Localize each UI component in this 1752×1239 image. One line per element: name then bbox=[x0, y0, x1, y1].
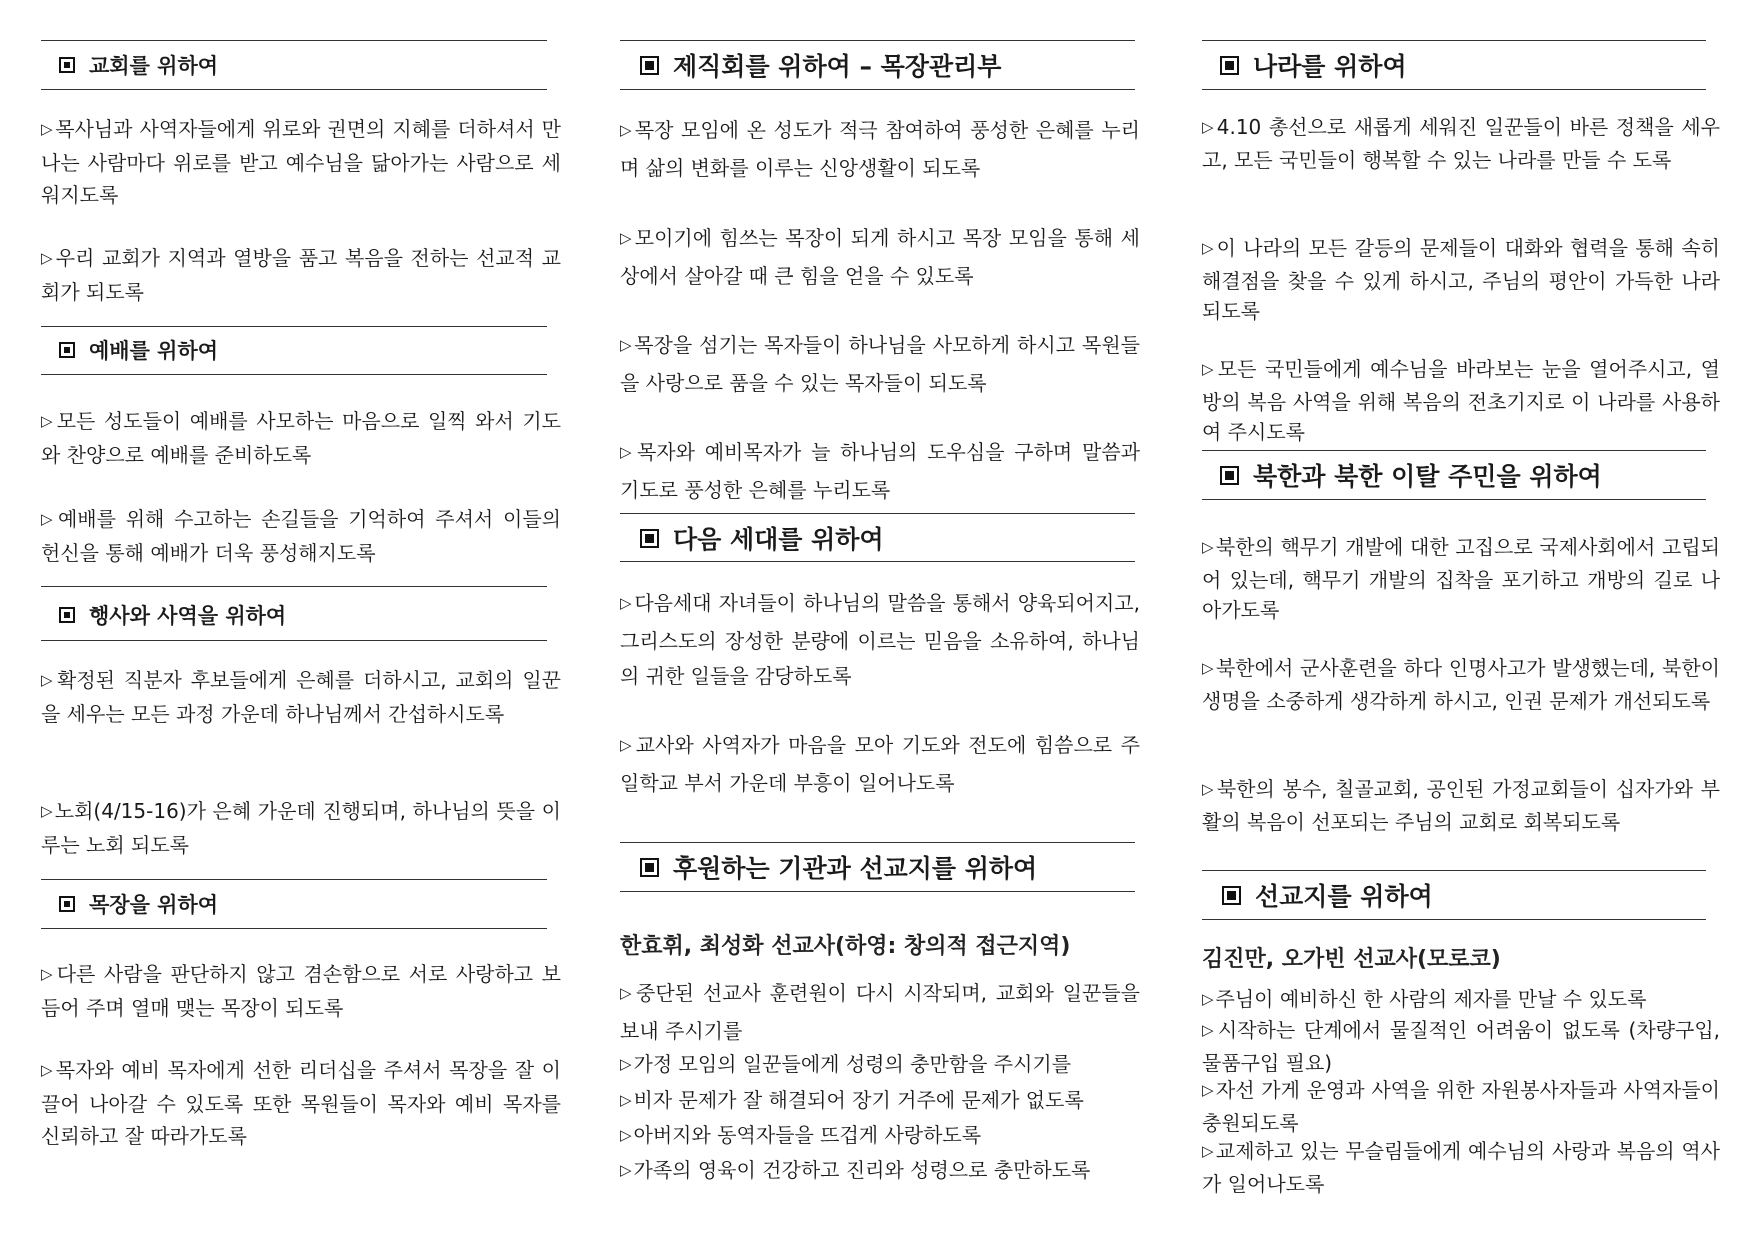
triangle-bullet-icon: ▷ bbox=[1202, 118, 1215, 136]
prayer-item bbox=[620, 728, 1140, 801]
triangle-bullet-icon: ▷ bbox=[1202, 538, 1214, 556]
section-heading bbox=[59, 889, 218, 919]
prayer-text: 목장 모임에 온 성도가 적극 참여하여 풍성한 은혜를 누리며 삶의 변화를 이루는 신앙생활이 되도록 bbox=[620, 118, 1140, 180]
prayer-item bbox=[620, 435, 1140, 508]
divider bbox=[1202, 40, 1706, 41]
triangle-bullet-icon: ▷ bbox=[41, 120, 54, 138]
section-heading bbox=[640, 48, 1001, 82]
divider bbox=[1202, 499, 1706, 500]
prayer-item bbox=[41, 503, 561, 569]
divider bbox=[620, 891, 1135, 892]
section-title: 나라를 위하여 bbox=[1253, 52, 1407, 81]
section-heading bbox=[1220, 48, 1407, 82]
triangle-bullet-icon: ▷ bbox=[1202, 239, 1215, 257]
prayer-item bbox=[41, 664, 561, 730]
prayer-item bbox=[1202, 774, 1720, 837]
prayer-item bbox=[620, 221, 1140, 294]
prayer-item bbox=[620, 586, 1140, 695]
triangle-bullet-icon: ▷ bbox=[620, 443, 635, 461]
prayer-item bbox=[41, 795, 561, 861]
divider bbox=[620, 513, 1135, 514]
prayer-item bbox=[1202, 984, 1720, 1017]
divider bbox=[620, 561, 1135, 562]
prayer-item bbox=[1202, 354, 1720, 448]
square-bullet-icon bbox=[59, 342, 75, 358]
triangle-bullet-icon: ▷ bbox=[620, 984, 635, 1002]
divider bbox=[41, 40, 547, 41]
triangle-bullet-icon: ▷ bbox=[41, 802, 53, 820]
prayer-item bbox=[1202, 112, 1720, 175]
square-bullet-icon bbox=[59, 57, 75, 73]
prayer-text: 목자와 예비목자가 늘 하나님의 도우심을 구하며 말씀과 기도로 풍성한 은혜를 누리도록 bbox=[620, 440, 1140, 502]
missionary-name: 김진만, 오가빈 선교사(모로코) bbox=[1202, 947, 1501, 972]
divider bbox=[41, 640, 547, 641]
triangle-bullet-icon: ▷ bbox=[41, 249, 54, 267]
prayer-item bbox=[1202, 233, 1720, 327]
prayer-item bbox=[1202, 653, 1720, 716]
prayer-text: 중단된 선교사 훈련원이 다시 시작되며, 교회와 일꾼들을 보내 주시기를 bbox=[620, 981, 1140, 1043]
prayer-text: 노회(4/15-16)가 은혜 가운데 진행되며, 하나님의 뜻을 이루는 노회 되도록 bbox=[41, 799, 561, 857]
prayer-text: 목자와 예비 목자에게 선한 리더십을 주셔서 목장을 잘 이끌어 나아갈 수 있도록 또한 목원들이 목자와 예비 목자를 신뢰하고 잘 따라가도록 bbox=[41, 1058, 561, 1148]
prayer-text: 교사와 사역자가 마음을 모아 기도와 전도에 힘씀으로 주일학교 부서 가운데 부흥이 일어나도록 bbox=[620, 733, 1140, 795]
prayer-item bbox=[1202, 1015, 1720, 1078]
prayer-text: 자선 가게 운영과 사역을 위한 자원봉사자들과 사역자들이 충원되도록 bbox=[1202, 1078, 1720, 1135]
prayer-text: 아버지와 동역자들을 뜨겁게 사랑하도록 bbox=[633, 1123, 982, 1147]
triangle-bullet-icon: ▷ bbox=[41, 671, 56, 689]
section-title: 다음 세대를 위하여 bbox=[673, 525, 884, 554]
section-heading bbox=[59, 600, 286, 630]
triangle-bullet-icon: ▷ bbox=[620, 1091, 632, 1109]
divider bbox=[1202, 919, 1706, 920]
prayer-text: 비자 문제가 잘 해결되어 장기 거주에 문제가 없도록 bbox=[633, 1088, 1084, 1112]
prayer-text: 확정된 직분자 후보들에게 은혜를 더하시고, 교회의 일꾼을 세우는 모든 과정 가운데 하나님께서 간섭하시도록 bbox=[41, 668, 561, 726]
section-heading bbox=[1220, 458, 1602, 492]
divider bbox=[1202, 870, 1706, 871]
prayer-text: 가족의 영육이 건강하고 진리와 성령으로 충만하도록 bbox=[633, 1158, 1091, 1182]
section-title: 목장을 위하여 bbox=[89, 893, 219, 917]
triangle-bullet-icon: ▷ bbox=[620, 229, 633, 247]
prayer-text: 가정 모임의 일꾼들에게 성령의 충만함을 주시기를 bbox=[633, 1052, 1072, 1076]
prayer-text: 교제하고 있는 무슬림들에게 예수님의 사랑과 복음의 역사가 일어나도록 bbox=[1202, 1139, 1720, 1196]
divider bbox=[41, 374, 547, 375]
prayer-item bbox=[620, 113, 1140, 186]
triangle-bullet-icon: ▷ bbox=[1202, 360, 1216, 378]
prayer-item bbox=[41, 1054, 561, 1152]
prayer-item bbox=[1202, 532, 1720, 626]
square-bullet-icon bbox=[1222, 886, 1241, 905]
square-bullet-icon bbox=[59, 607, 75, 623]
triangle-bullet-icon: ▷ bbox=[41, 1061, 54, 1079]
prayer-item bbox=[620, 1083, 1140, 1121]
prayer-text: 목장을 섬기는 목자들이 하나님을 사모하게 하시고 목원들을 사랑으로 품을 수 있는 목자들이 되도록 bbox=[620, 333, 1140, 395]
triangle-bullet-icon: ▷ bbox=[1202, 1021, 1216, 1039]
prayer-text: 예배를 위해 수고하는 손길들을 기억하여 주셔서 이들의 헌신을 통해 예배가 더욱 풍성해지도록 bbox=[41, 507, 561, 565]
prayer-text: 다음세대 자녀들이 하나님의 말씀을 통해서 양육되어지고, 그리스도의 장성한 분량에 이르는 믿음을 소유하여, 하나님의 귀한 일들을 감당하도록 bbox=[620, 591, 1140, 688]
square-bullet-icon bbox=[59, 896, 75, 912]
triangle-bullet-icon: ▷ bbox=[1202, 990, 1214, 1008]
triangle-bullet-icon: ▷ bbox=[1202, 1081, 1214, 1099]
square-bullet-icon bbox=[1220, 466, 1239, 485]
prayer-text: 북한의 핵무기 개발에 대한 고집으로 국제사회에서 고립되어 있는데, 핵무기 개발의 집착을 포기하고 개방의 길로 나아가도록 bbox=[1202, 535, 1720, 622]
divider bbox=[41, 928, 547, 929]
section-title: 제직회를 위하여 – 목장관리부 bbox=[673, 52, 1002, 81]
triangle-bullet-icon: ▷ bbox=[620, 121, 633, 139]
prayer-item bbox=[620, 1118, 1140, 1156]
prayer-text: 이 나라의 모든 갈등의 문제들이 대화와 협력을 통해 속히 해결점을 찾을 수 있게 하시고, 주님의 평안이 가득한 나라 되도록 bbox=[1202, 236, 1720, 323]
section-heading bbox=[59, 50, 218, 80]
divider bbox=[41, 326, 547, 327]
prayer-text: 4.10 총선으로 새롭게 세워진 일꾼들이 바른 정책을 세우고, 모든 국민들이 행복할 수 있는 나라를 만들 수 도록 bbox=[1202, 115, 1720, 172]
section-heading bbox=[640, 521, 884, 555]
prayer-text: 시작하는 단계에서 물질적인 어려움이 없도록 (차량구입, 물품구입 필요) bbox=[1202, 1018, 1720, 1075]
section-heading bbox=[59, 335, 218, 365]
square-bullet-icon bbox=[640, 529, 659, 548]
triangle-bullet-icon: ▷ bbox=[620, 1126, 632, 1144]
divider bbox=[1202, 89, 1706, 90]
prayer-item bbox=[1202, 1075, 1720, 1138]
prayer-item bbox=[41, 958, 561, 1024]
prayer-item bbox=[620, 328, 1140, 401]
prayer-text: 모든 국민들에게 예수님을 바라보는 눈을 열어주시고, 열방의 복음 사역을 위해 복음의 전초기지로 이 나라를 사용하여 주시도록 bbox=[1202, 357, 1720, 444]
divider bbox=[41, 586, 547, 587]
prayer-text: 모이기에 힘쓰는 목장이 되게 하시고 목장 모임을 통해 세상에서 살아갈 때 큰 힘을 얻을 수 있도록 bbox=[620, 226, 1140, 288]
triangle-bullet-icon: ▷ bbox=[620, 1055, 632, 1073]
divider bbox=[41, 89, 547, 90]
prayer-item bbox=[41, 113, 561, 211]
prayer-item bbox=[620, 1153, 1140, 1191]
missionary-name: 한효휘, 최성화 선교사(하영: 창의적 접근지역) bbox=[620, 934, 1071, 959]
section-title: 북한과 북한 이탈 주민을 위하여 bbox=[1253, 462, 1602, 491]
prayer-item bbox=[41, 405, 561, 471]
divider bbox=[1202, 450, 1706, 451]
triangle-bullet-icon: ▷ bbox=[41, 412, 55, 430]
section-title: 후원하는 기관과 선교지를 위하여 bbox=[673, 854, 1038, 883]
section-heading bbox=[1222, 878, 1433, 912]
prayer-text: 목사님과 사역자들에게 위로와 권면의 지혜를 더하셔서 만나는 사람마다 위로를 받고 예수님을 닮아가는 사람으로 세워지도록 bbox=[41, 117, 561, 207]
divider bbox=[620, 842, 1135, 843]
prayer-item bbox=[1202, 1136, 1720, 1199]
triangle-bullet-icon: ▷ bbox=[1202, 1142, 1214, 1160]
triangle-bullet-icon: ▷ bbox=[1202, 659, 1214, 677]
triangle-bullet-icon: ▷ bbox=[41, 965, 55, 983]
prayer-text: 북한의 봉수, 칠골교회, 공인된 가정교회들이 십자가와 부활의 복음이 선포되는 주님의 교회로 회복되도록 bbox=[1202, 777, 1720, 834]
square-bullet-icon bbox=[1220, 56, 1239, 75]
divider bbox=[620, 40, 1135, 41]
prayer-text: 우리 교회가 지역과 열방을 품고 복음을 전하는 선교적 교회가 되도록 bbox=[41, 246, 561, 304]
section-title: 교회를 위하여 bbox=[89, 54, 219, 78]
triangle-bullet-icon: ▷ bbox=[620, 736, 634, 754]
section-title: 선교지를 위하여 bbox=[1255, 882, 1433, 911]
square-bullet-icon bbox=[640, 56, 659, 75]
divider bbox=[41, 879, 547, 880]
prayer-text: 북한에서 군사훈련을 하다 인명사고가 발생했는데, 북한이 생명을 소중하게 생각하게 하시고, 인권 문제가 개선되도록 bbox=[1202, 656, 1720, 713]
prayer-item bbox=[620, 1047, 1140, 1085]
triangle-bullet-icon: ▷ bbox=[620, 336, 633, 354]
section-title: 예배를 위하여 bbox=[89, 339, 219, 363]
prayer-text: 모든 성도들이 예배를 사모하는 마음으로 일찍 와서 기도와 찬양으로 예배를 준비하도록 bbox=[41, 409, 561, 467]
prayer-item bbox=[620, 976, 1140, 1049]
triangle-bullet-icon: ▷ bbox=[1202, 780, 1215, 798]
prayer-item bbox=[41, 242, 561, 308]
section-heading bbox=[640, 850, 1037, 884]
section-title: 행사와 사역을 위하여 bbox=[89, 604, 287, 628]
prayer-text: 다른 사람을 판단하지 않고 겸손함으로 서로 사랑하고 보듬어 주며 열매 맺는 목장이 되도록 bbox=[41, 962, 561, 1020]
square-bullet-icon bbox=[640, 858, 659, 877]
triangle-bullet-icon: ▷ bbox=[620, 1161, 632, 1179]
prayer-text: 주님이 예비하신 한 사람의 제자를 만날 수 있도록 bbox=[1215, 987, 1647, 1011]
triangle-bullet-icon: ▷ bbox=[41, 510, 56, 528]
triangle-bullet-icon: ▷ bbox=[620, 594, 633, 612]
divider bbox=[620, 89, 1135, 90]
